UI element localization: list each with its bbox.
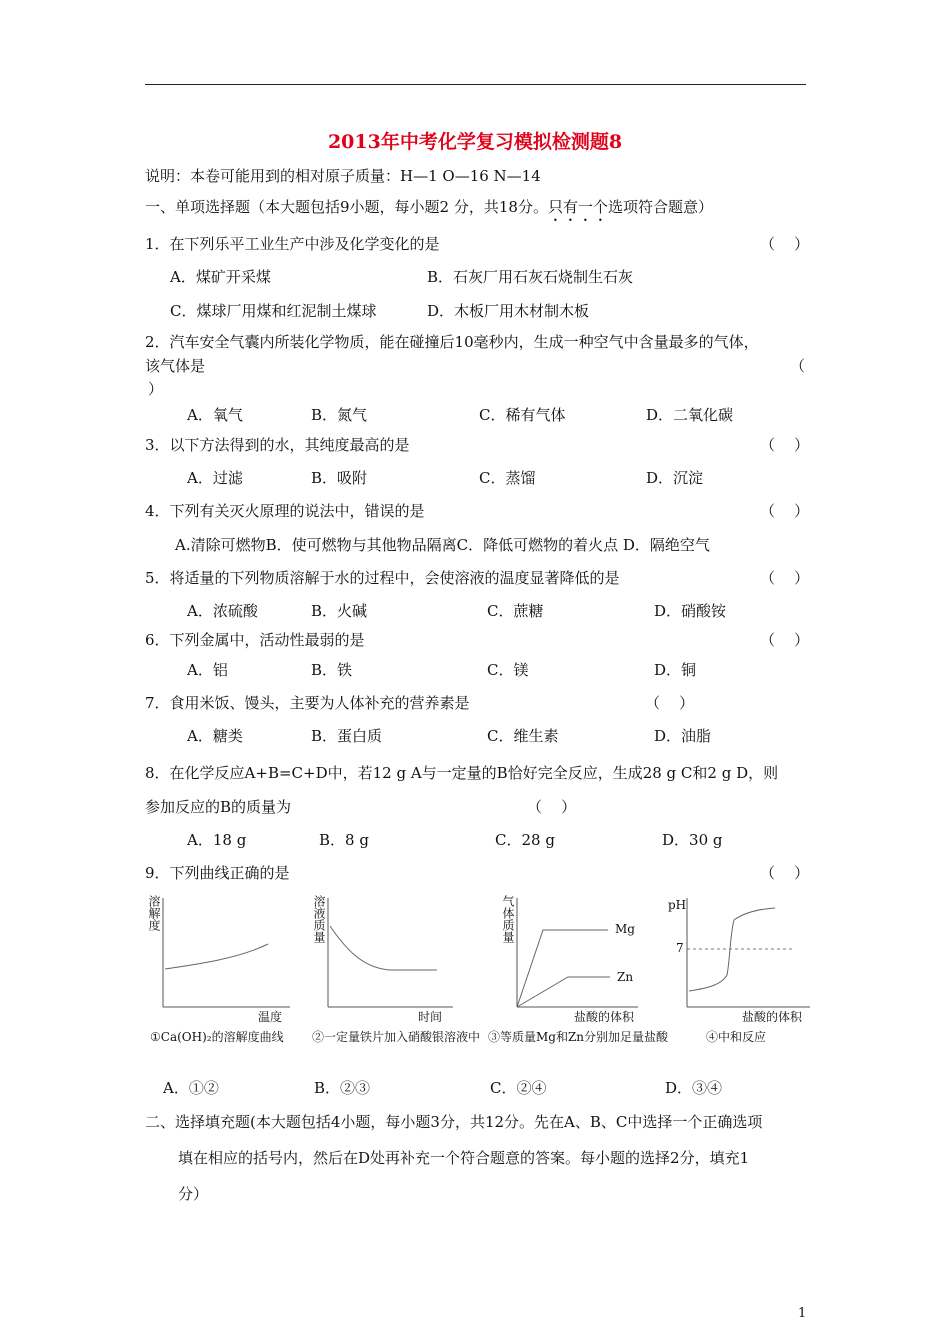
answer-paren: （ ）: [760, 502, 810, 520]
q4-options: A.清除可燃物B．使可燃物与其他物品隔离C．降低可燃物的着火点 D．隔绝空气: [175, 536, 710, 554]
graph-4-caption: ④中和反应: [706, 1030, 767, 1044]
q1-option-b: B．石灰厂用石灰石烧制生石灰: [427, 268, 634, 286]
answer-paren: （ ）: [527, 798, 577, 816]
graph-2-caption: ②一定量铁片加入硝酸银溶液中: [312, 1030, 481, 1044]
q1-option-d: D．木板厂用木材制木板: [427, 302, 590, 320]
question-4-stem: 4．下列有关灭火原理的说法中，错误的是: [145, 502, 425, 520]
section-2-line-2: 填在相应的括号内，然后在D处再补充一个符合题意的答案。每小题的选择2分，填充1: [178, 1149, 750, 1167]
atomic-mass-note: 说明：本卷可能用到的相对原子质量：H—1 O—16 N—14: [145, 167, 541, 185]
q2-option-d: D．二氧化碳: [646, 406, 734, 424]
q2-option-a: A．氧气: [187, 406, 243, 424]
q1-option-a: A．煤矿开采煤: [170, 268, 271, 286]
q3-option-c: C．蒸馏: [479, 469, 536, 487]
graph-3-zn-label: Zn: [617, 970, 634, 984]
graph-3-xlabel: 盐酸的体积: [574, 1010, 635, 1024]
question-1-stem: 1．在下列乐平工业生产中涉及化学变化的是: [145, 235, 440, 253]
q6-option-a: A．铝: [187, 661, 228, 679]
graph-3-mg-line: [517, 930, 608, 1007]
q3-option-b: B．吸附: [311, 469, 368, 487]
page-number: 1: [798, 1306, 807, 1321]
graph-1: [163, 898, 290, 1007]
graph-4: [687, 898, 810, 1007]
question-2-stem: 2．汽车安全气囊内所装化学物质，能在碰撞后10毫秒内，生成一种空气中含量最多的气体，: [145, 333, 759, 351]
question-8-stem: 8．在化学反应A+B=C+D中，若12 g A与一定量的B恰好完全反应，生成28 g C和2 g D，则: [145, 764, 779, 782]
page-title: 2013年中考化学复习模拟检测题8: [327, 131, 623, 153]
answer-paren: （ ）: [645, 694, 695, 712]
question-6-stem: 6．下列金属中，活动性最弱的是: [145, 631, 365, 649]
answer-paren: （ ）: [760, 436, 810, 454]
section-1-suffix: 选项符合题意）: [607, 198, 713, 216]
q2-paren-open: （: [790, 357, 806, 375]
graph-4-ylabel: pH: [668, 898, 687, 912]
section-1-emphasis: 只有一个: [547, 198, 608, 216]
graph-2-curve: [330, 926, 437, 970]
q3-option-d: D．沉淀: [646, 469, 704, 487]
q5-option-d: D．硝酸铵: [654, 602, 727, 620]
q2-option-b: B．氮气: [311, 406, 368, 424]
q1-option-c: C．煤球厂用煤和红泥制土煤球: [170, 302, 377, 320]
graph-1-caption: ①Ca(OH)₂的溶解度曲线: [150, 1030, 284, 1044]
graph-4-xlabel: 盐酸的体积: [742, 1010, 803, 1024]
graph-1-curve: [165, 944, 268, 969]
graph-1-xlabel: 温度: [258, 1010, 283, 1024]
q9-option-d: D．③④: [665, 1079, 723, 1097]
question-2-stem-cont: 该气体是: [145, 357, 206, 375]
q2-option-c: C．稀有气体: [479, 406, 566, 424]
answer-paren: （ ）: [760, 235, 810, 253]
q7-option-c: C．维生素: [487, 727, 559, 745]
answer-paren: （ ）: [760, 569, 810, 587]
q9-option-a: A．①②: [163, 1079, 219, 1097]
q5-option-c: C．蔗糖: [487, 602, 544, 620]
section-2-line-1: 二、选择填充题(本大题包括4小题，每小题3分，共12分。先在A、B、C中选择一个正确选项: [145, 1113, 763, 1131]
question-3-stem: 3．以下方法得到的水，其纯度最高的是: [145, 436, 410, 454]
q8-option-c: C．28 g: [495, 831, 555, 849]
answer-paren: （ ）: [760, 631, 810, 649]
q8-option-b: B．8 g: [319, 831, 369, 849]
graph-3-ylabel: 气体质量: [501, 895, 515, 943]
graph-1-ylabel: 溶解度: [147, 895, 161, 931]
q9-option-c: C．②④: [490, 1079, 547, 1097]
section-1-prefix: 一、单项选择题（本大题包括9小题，每小题2 分，共18分。: [145, 198, 548, 216]
q7-option-a: A．糖类: [187, 727, 243, 745]
answer-paren: （ ）: [760, 864, 810, 882]
q8-option-d: D．30 g: [662, 831, 723, 849]
graph-3-zn-line: [517, 977, 610, 1007]
q7-option-d: D．油脂: [654, 727, 712, 745]
graph-4-tick-7: 7: [676, 941, 684, 955]
q2-paren-close: ）: [148, 380, 164, 398]
graph-2-ylabel: 溶液质量: [312, 895, 326, 943]
q7-option-b: B．蛋白质: [311, 727, 383, 745]
q3-option-a: A．过滤: [187, 469, 243, 487]
q8-option-a: A．18 g: [187, 831, 247, 849]
graph-2: [328, 898, 453, 1007]
q6-option-c: C．镁: [487, 661, 529, 679]
q6-option-b: B．铁: [311, 661, 353, 679]
q6-option-d: D．铜: [654, 661, 697, 679]
question-9-stem: 9．下列曲线正确的是: [145, 864, 290, 882]
q5-option-a: A．浓硫酸: [187, 602, 258, 620]
graph-3-mg-label: Mg: [615, 922, 635, 936]
graph-3-caption: ③等质量Mg和Zn分别加足量盐酸: [488, 1030, 669, 1044]
question-8-stem-cont: 参加反应的B的质量为: [145, 798, 292, 816]
section-2-line-3: 分）: [178, 1185, 209, 1203]
q5-option-b: B．火碱: [311, 602, 368, 620]
graph-3: [517, 898, 638, 1007]
question-5-stem: 5．将适量的下列物质溶解于水的过程中，会使溶液的温度显著降低的是: [145, 569, 620, 587]
question-7-stem: 7．食用米饭、馒头，主要为人体补充的营养素是: [145, 694, 470, 712]
graph-2-xlabel: 时间: [418, 1010, 443, 1024]
q9-option-b: B．②③: [314, 1079, 371, 1097]
